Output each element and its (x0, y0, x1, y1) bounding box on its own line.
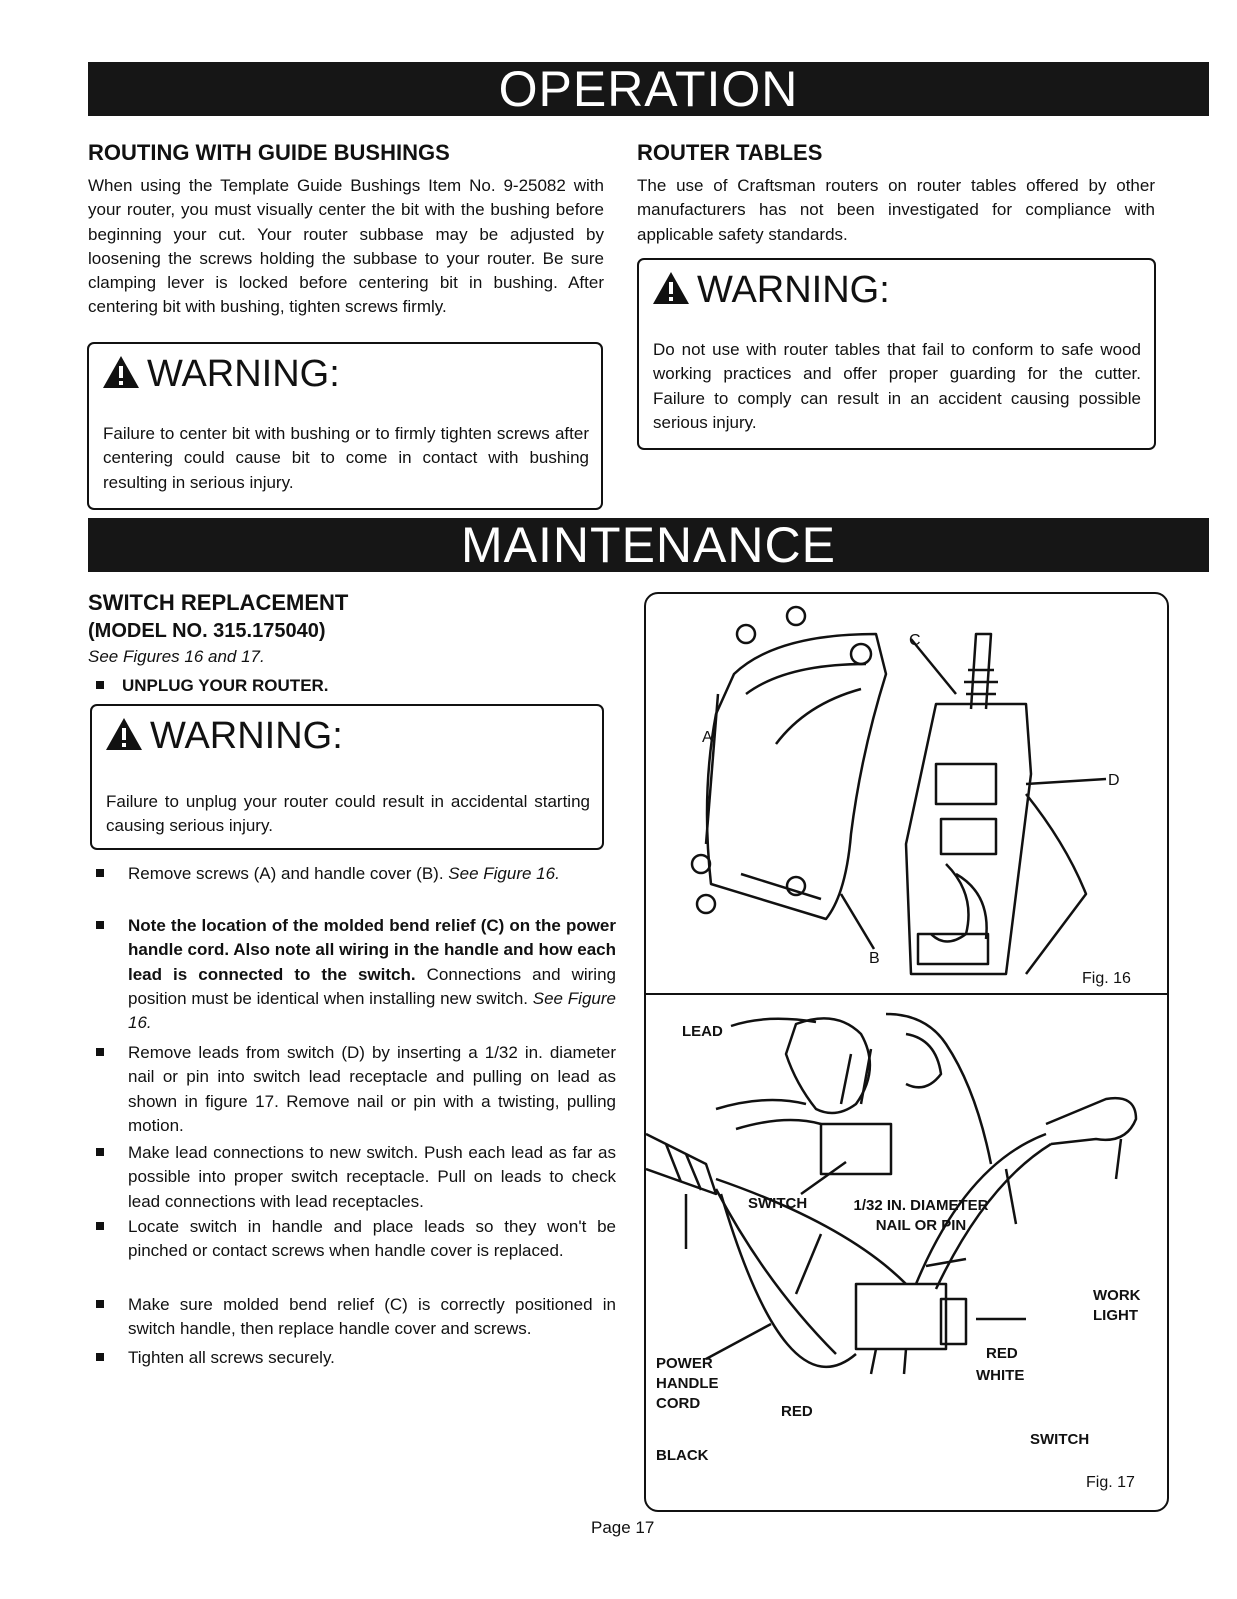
warning-text: Failure to center bit with bushing or to firmly tighten screws after centering could cause bit to come in contact with bushing resulting in serious injury. (103, 424, 589, 492)
step-bold: Note the location of the molded bend relief (C) on the power handle cord. Also note all wiring in the handle and how each lead is connected to the switch. (128, 916, 616, 984)
bullet-square (96, 1148, 104, 1156)
bullet-square (96, 921, 104, 929)
step-7 (96, 1346, 616, 1370)
figures-panel (644, 592, 1169, 1512)
fig17-nail-line2: NAIL OR PIN (875, 1217, 967, 1234)
step-1 (96, 862, 616, 886)
warning-title: WARNING: (150, 715, 343, 757)
unplug-item (96, 674, 616, 698)
step-text: Locate switch in handle and place leads so they won't be pinched or contact screws when handle cover is replaced. (128, 1217, 616, 1261)
fig17-nail-label (841, 1196, 1001, 1236)
fig16-label-d: D (1108, 772, 1120, 789)
fig17-lead-label: LEAD (682, 1023, 723, 1040)
step-2 (96, 914, 616, 1035)
bullet-square (96, 1300, 104, 1308)
step-text: Remove screws (A) and handle cover (B). (128, 864, 444, 883)
fig17-handle: HANDLE (656, 1375, 719, 1392)
fig17-caption: Fig. 17 (1086, 1474, 1135, 1491)
step-3 (96, 1041, 616, 1138)
unplug-text: UNPLUG YOUR ROUTER. (122, 676, 329, 695)
see-figures: See Figures 16 and 17. (88, 647, 265, 666)
switch-replacement-title: SWITCH REPLACEMENT (88, 590, 349, 615)
bullet-square (96, 681, 104, 689)
step-text: Make lead connections to new switch. Push each lead as far as possible into proper switch receptacle. Pull on leads to check lead connections with lead receptacles. (128, 1143, 616, 1211)
maintenance-banner: MAINTENANCE (88, 518, 1209, 572)
fig17-work-light-label (1093, 1286, 1141, 1326)
warning-triangle-icon (651, 270, 691, 306)
step-6 (96, 1293, 616, 1342)
fig17-light: LIGHT (1093, 1307, 1138, 1324)
fig17-black-label: BLACK (656, 1447, 709, 1464)
fig16-label-b: B (869, 950, 880, 967)
step-4 (96, 1141, 616, 1214)
fig17-switch-top-label: SWITCH (748, 1195, 808, 1212)
warning-title: WARNING: (147, 353, 340, 395)
warning-heading (101, 352, 340, 396)
bullet-square (96, 1222, 104, 1230)
operation-banner: OPERATION (88, 62, 1209, 116)
step-text: Tighten all screws securely. (128, 1348, 335, 1367)
fig17-red-mid-label: RED (781, 1403, 813, 1420)
step-text: Make sure molded bend relief (C) is correctly positioned in switch handle, then replace handle cover and screws. (128, 1295, 616, 1339)
step-ref: See Figure 16. (128, 988, 616, 1033)
step-text: Connections and wiring position must be identical when installing new switch. (128, 964, 616, 1008)
warning-triangle-icon (104, 716, 144, 752)
model-number: (MODEL NO. 315.175040) (88, 620, 326, 642)
fig17-power: POWER (656, 1355, 713, 1372)
fig16-label-a: A (702, 729, 713, 746)
fig16-caption: Fig. 16 (1082, 970, 1131, 987)
guide-bushings-warning (87, 342, 603, 510)
fig16-label-c: C (909, 632, 921, 649)
router-tables-title: ROUTER TABLES (637, 140, 823, 165)
guide-bushings-title: ROUTING WITH GUIDE BUSHINGS (88, 140, 450, 165)
step-5 (96, 1215, 616, 1264)
fig17-power-cord-label (656, 1354, 719, 1414)
fig17-cord: CORD (656, 1395, 701, 1412)
warning-triangle-icon (101, 354, 141, 390)
step-text: Remove leads from switch (D) by inserting a 1/32 in. diameter nail or pin into switch lead receptacle and pulling on lead as shown in figure 17. Remove nail or pin with a twisting, pulling motion. (128, 1043, 616, 1135)
warning-text: Do not use with router tables that fail to conform to safe wood working practices and offer proper guarding for the cutter. Failure to comply can result in an accident causing possible serious injury. (653, 340, 1141, 432)
fig17-red-right-label: RED (986, 1345, 1018, 1362)
page-number: Page 17 (591, 1518, 655, 1537)
fig16-illustration (646, 594, 1167, 992)
warning-title: WARNING: (697, 269, 890, 311)
bullet-square (96, 1048, 104, 1056)
router-tables-body: The use of Craftsman routers on router tables offered by other manufacturers has not been investigated for compliance with applicable safety standards. (637, 176, 1155, 244)
fig17-nail-line1: 1/32 IN. DIAMETER (853, 1197, 989, 1214)
step-ref: See Figure 16. (448, 864, 560, 883)
bullet-square (96, 1353, 104, 1361)
guide-bushings-body: When using the Template Guide Bushings Item No. 9-25082 with your router, you must visually center the bit with the bushing before beginning your cut. Your router subbase may be adjusted by loosening the screws holding the subbase to your router. Be sure clamping lever is locked before centering bit in bushing. After centering bit with bushing, tighten screws firmly. (88, 176, 604, 317)
router-tables-warning (637, 258, 1156, 450)
warning-heading (104, 714, 343, 758)
warning-heading (651, 268, 890, 312)
fig17-white-label: WHITE (976, 1367, 1025, 1384)
fig17-work: WORK (1093, 1287, 1141, 1304)
bullet-square (96, 869, 104, 877)
fig17-switch-bottom-label: SWITCH (1030, 1431, 1090, 1448)
warning-text: Failure to unplug your router could result in accidental starting causing serious injury. (106, 792, 590, 836)
unplug-warning (90, 704, 604, 850)
